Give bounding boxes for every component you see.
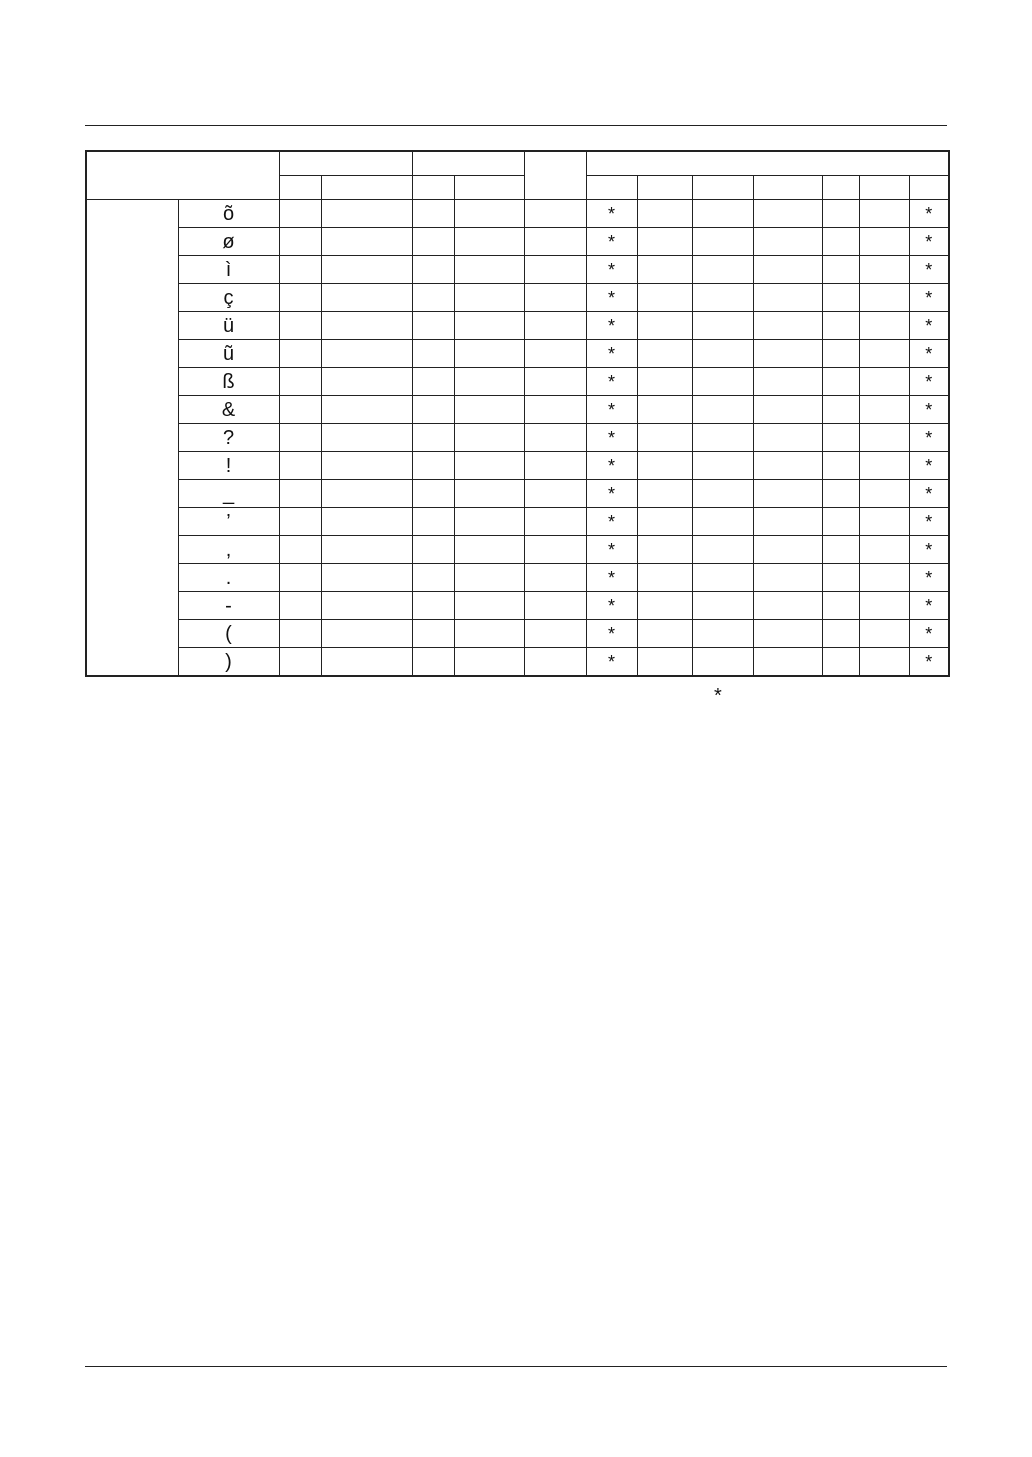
empty-cell (321, 592, 412, 620)
empty-cell (859, 536, 909, 564)
empty-cell (753, 368, 822, 396)
empty-cell (524, 508, 586, 536)
asterisk-cell: * (909, 340, 949, 368)
empty-cell (822, 620, 859, 648)
empty-cell (859, 340, 909, 368)
empty-cell (637, 312, 692, 340)
empty-cell (822, 564, 859, 592)
empty-cell (822, 536, 859, 564)
empty-cell (454, 452, 524, 480)
asterisk-cell: * (909, 284, 949, 312)
empty-cell (859, 620, 909, 648)
empty-cell (279, 340, 321, 368)
empty-cell (692, 312, 753, 340)
header-subcell (692, 176, 753, 200)
empty-cell (637, 424, 692, 452)
asterisk-cell: * (909, 396, 949, 424)
empty-cell (279, 452, 321, 480)
empty-cell (454, 480, 524, 508)
header-subcell (454, 176, 524, 200)
empty-cell (692, 620, 753, 648)
asterisk-cell: * (586, 620, 637, 648)
empty-cell (822, 284, 859, 312)
empty-cell (859, 256, 909, 284)
character-cell: ? (178, 424, 279, 452)
table-row (86, 592, 949, 620)
character-cell: ) (178, 648, 279, 677)
empty-cell (692, 340, 753, 368)
empty-cell (524, 480, 586, 508)
empty-cell (412, 564, 454, 592)
empty-cell (637, 368, 692, 396)
asterisk-cell: * (586, 228, 637, 256)
table-row (86, 200, 949, 228)
empty-cell (859, 648, 909, 677)
empty-cell (822, 424, 859, 452)
empty-cell (753, 340, 822, 368)
empty-cell (279, 396, 321, 424)
empty-cell (637, 536, 692, 564)
empty-cell (454, 368, 524, 396)
empty-cell (279, 228, 321, 256)
header-subcell (753, 176, 822, 200)
character-cell: ì (178, 256, 279, 284)
character-cell: , (178, 536, 279, 564)
empty-cell (753, 200, 822, 228)
empty-cell (859, 424, 909, 452)
character-cell: & (178, 396, 279, 424)
empty-cell (637, 480, 692, 508)
table-row (86, 396, 949, 424)
header-group-3 (586, 151, 949, 176)
empty-cell (454, 536, 524, 564)
character-table (85, 150, 950, 677)
empty-cell (753, 620, 822, 648)
asterisk-cell: * (586, 368, 637, 396)
empty-cell (321, 368, 412, 396)
empty-cell (859, 396, 909, 424)
empty-cell (524, 340, 586, 368)
table-row (86, 648, 949, 677)
empty-cell (822, 648, 859, 677)
empty-cell (822, 312, 859, 340)
empty-cell (454, 396, 524, 424)
header-corner-cell (86, 151, 279, 200)
empty-cell (524, 228, 586, 256)
empty-cell (692, 256, 753, 284)
character-cell: - (178, 592, 279, 620)
table-row (86, 620, 949, 648)
header-subcell (822, 176, 859, 200)
asterisk-cell: * (909, 592, 949, 620)
empty-cell (321, 564, 412, 592)
empty-cell (524, 284, 586, 312)
empty-cell (321, 480, 412, 508)
empty-cell (859, 592, 909, 620)
header-subcell (279, 176, 321, 200)
asterisk-cell: * (586, 480, 637, 508)
asterisk-cell: * (586, 508, 637, 536)
empty-cell (692, 368, 753, 396)
empty-cell (859, 508, 909, 536)
table-row (86, 312, 949, 340)
empty-cell (692, 424, 753, 452)
empty-cell (822, 228, 859, 256)
asterisk-cell: * (586, 452, 637, 480)
empty-cell (454, 284, 524, 312)
empty-cell (412, 368, 454, 396)
empty-cell (637, 284, 692, 312)
character-cell: ç (178, 284, 279, 312)
empty-cell (524, 312, 586, 340)
header-subcell (586, 176, 637, 200)
empty-cell (454, 592, 524, 620)
empty-cell (279, 200, 321, 228)
empty-cell (279, 424, 321, 452)
empty-cell (859, 564, 909, 592)
character-cell: ü (178, 312, 279, 340)
empty-cell (524, 620, 586, 648)
asterisk-cell: * (586, 340, 637, 368)
empty-cell (412, 228, 454, 256)
asterisk-cell: * (909, 452, 949, 480)
asterisk-cell: * (586, 284, 637, 312)
empty-cell (524, 452, 586, 480)
table-row (86, 564, 949, 592)
table-row (86, 536, 949, 564)
empty-cell (454, 340, 524, 368)
empty-cell (822, 508, 859, 536)
empty-cell (454, 200, 524, 228)
empty-cell (692, 508, 753, 536)
empty-cell (524, 200, 586, 228)
empty-cell (454, 256, 524, 284)
empty-cell (321, 620, 412, 648)
empty-cell (321, 508, 412, 536)
asterisk-cell: * (586, 396, 637, 424)
empty-cell (692, 536, 753, 564)
empty-cell (279, 480, 321, 508)
header-group-1 (279, 151, 412, 176)
empty-cell (637, 620, 692, 648)
asterisk-cell: * (909, 480, 949, 508)
empty-cell (753, 396, 822, 424)
empty-cell (692, 564, 753, 592)
empty-cell (692, 396, 753, 424)
empty-cell (822, 396, 859, 424)
header-subcell (412, 176, 454, 200)
empty-cell (822, 452, 859, 480)
header-rule (85, 125, 947, 126)
empty-cell (822, 340, 859, 368)
asterisk-cell: * (909, 256, 949, 284)
empty-cell (637, 228, 692, 256)
empty-cell (822, 200, 859, 228)
character-cell: ! (178, 452, 279, 480)
character-cell: ’ (178, 508, 279, 536)
empty-cell (279, 312, 321, 340)
empty-cell (692, 592, 753, 620)
empty-cell (279, 564, 321, 592)
empty-cell (524, 564, 586, 592)
empty-cell (524, 368, 586, 396)
empty-cell (321, 536, 412, 564)
empty-cell (859, 480, 909, 508)
empty-cell (692, 480, 753, 508)
empty-cell (524, 396, 586, 424)
empty-cell (637, 452, 692, 480)
header-subcell (909, 176, 949, 200)
table-body (86, 200, 949, 677)
empty-cell (454, 424, 524, 452)
table-row (86, 284, 949, 312)
asterisk-cell: * (586, 536, 637, 564)
character-cell: ũ (178, 340, 279, 368)
empty-cell (753, 536, 822, 564)
asterisk-cell: * (586, 592, 637, 620)
empty-cell (321, 256, 412, 284)
footnote-marker: * (714, 685, 722, 707)
empty-cell (637, 564, 692, 592)
empty-cell (279, 368, 321, 396)
empty-cell (753, 228, 822, 256)
asterisk-cell: * (586, 564, 637, 592)
empty-cell (412, 620, 454, 648)
empty-cell (753, 592, 822, 620)
table-row (86, 228, 949, 256)
empty-cell (279, 508, 321, 536)
empty-cell (279, 620, 321, 648)
empty-cell (692, 228, 753, 256)
empty-cell (822, 368, 859, 396)
empty-cell (692, 284, 753, 312)
empty-cell (753, 508, 822, 536)
header-subcell (637, 176, 692, 200)
table-row (86, 424, 949, 452)
empty-cell (412, 424, 454, 452)
empty-cell (412, 592, 454, 620)
empty-cell (454, 312, 524, 340)
empty-cell (412, 452, 454, 480)
empty-cell (692, 648, 753, 677)
header-group-2 (412, 151, 524, 176)
empty-cell (412, 284, 454, 312)
empty-cell (822, 480, 859, 508)
empty-cell (753, 480, 822, 508)
empty-cell (412, 396, 454, 424)
empty-cell (412, 312, 454, 340)
table-row (86, 368, 949, 396)
empty-cell (753, 424, 822, 452)
asterisk-cell: * (909, 368, 949, 396)
header-row-1 (86, 151, 949, 176)
empty-cell (279, 256, 321, 284)
empty-cell (524, 648, 586, 677)
asterisk-cell: * (909, 648, 949, 677)
empty-cell (454, 508, 524, 536)
empty-cell (279, 592, 321, 620)
asterisk-cell: * (909, 536, 949, 564)
asterisk-cell: * (909, 200, 949, 228)
empty-cell (321, 200, 412, 228)
empty-cell (454, 564, 524, 592)
header-subcell (859, 176, 909, 200)
empty-cell (412, 200, 454, 228)
empty-cell (321, 424, 412, 452)
table-row (86, 480, 949, 508)
empty-cell (321, 648, 412, 677)
empty-cell (454, 228, 524, 256)
empty-cell (412, 648, 454, 677)
empty-cell (637, 256, 692, 284)
empty-cell (321, 312, 412, 340)
character-cell: . (178, 564, 279, 592)
character-cell: ( (178, 620, 279, 648)
empty-cell (524, 256, 586, 284)
empty-cell (859, 452, 909, 480)
empty-cell (412, 480, 454, 508)
table-row (86, 508, 949, 536)
character-cell: ø (178, 228, 279, 256)
empty-cell (321, 284, 412, 312)
asterisk-cell: * (909, 312, 949, 340)
empty-cell (692, 200, 753, 228)
empty-cell (637, 508, 692, 536)
table-row (86, 452, 949, 480)
empty-cell (753, 564, 822, 592)
empty-cell (321, 396, 412, 424)
empty-cell (859, 228, 909, 256)
empty-cell (637, 200, 692, 228)
empty-cell (859, 200, 909, 228)
empty-cell (859, 312, 909, 340)
row-group-cell (86, 200, 178, 677)
empty-cell (859, 284, 909, 312)
empty-cell (454, 648, 524, 677)
asterisk-cell: * (909, 424, 949, 452)
character-cell: ß (178, 368, 279, 396)
empty-cell (524, 424, 586, 452)
empty-cell (637, 340, 692, 368)
header-subcell (321, 176, 412, 200)
empty-cell (753, 284, 822, 312)
table-row (86, 340, 949, 368)
asterisk-cell: * (909, 620, 949, 648)
empty-cell (279, 536, 321, 564)
asterisk-cell: * (586, 312, 637, 340)
character-cell: õ (178, 200, 279, 228)
asterisk-cell: * (909, 508, 949, 536)
empty-cell (412, 536, 454, 564)
empty-cell (321, 340, 412, 368)
footer-rule (85, 1366, 947, 1367)
asterisk-cell: * (909, 228, 949, 256)
empty-cell (822, 256, 859, 284)
empty-cell (412, 508, 454, 536)
empty-cell (321, 228, 412, 256)
asterisk-cell: * (909, 564, 949, 592)
asterisk-cell: * (586, 648, 637, 677)
empty-cell (753, 256, 822, 284)
empty-cell (524, 536, 586, 564)
empty-cell (692, 452, 753, 480)
empty-cell (753, 648, 822, 677)
empty-cell (637, 648, 692, 677)
empty-cell (454, 620, 524, 648)
asterisk-cell: * (586, 256, 637, 284)
asterisk-cell: * (586, 200, 637, 228)
empty-cell (412, 256, 454, 284)
empty-cell (279, 284, 321, 312)
asterisk-cell: * (586, 424, 637, 452)
empty-cell (279, 648, 321, 677)
table-row (86, 256, 949, 284)
empty-cell (412, 340, 454, 368)
empty-cell (524, 592, 586, 620)
empty-cell (822, 592, 859, 620)
empty-cell (321, 452, 412, 480)
header-single-cell (524, 151, 586, 200)
character-cell: _ (178, 480, 279, 508)
empty-cell (753, 452, 822, 480)
empty-cell (753, 312, 822, 340)
empty-cell (637, 592, 692, 620)
empty-cell (859, 368, 909, 396)
empty-cell (637, 396, 692, 424)
